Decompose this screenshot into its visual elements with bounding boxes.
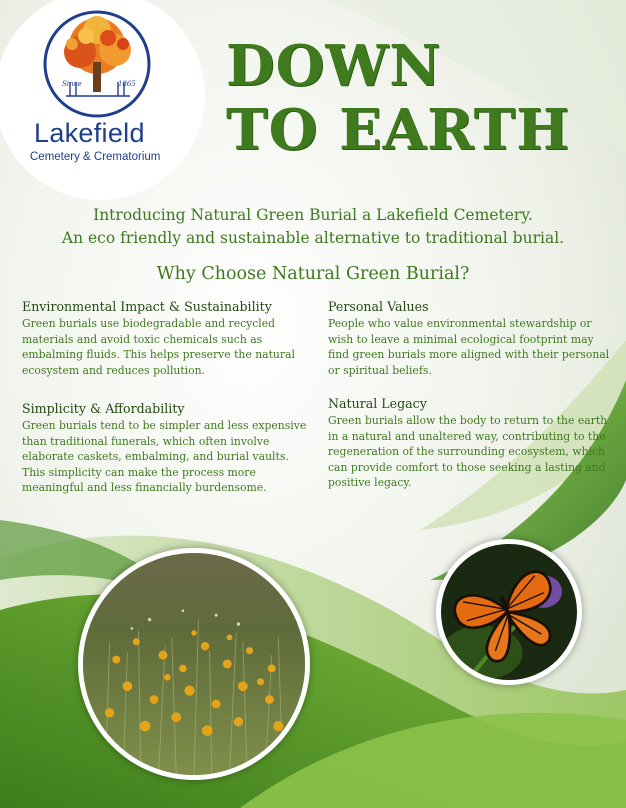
block-title: Natural Legacy <box>328 396 427 411</box>
logo-since-text: Since <box>62 80 82 88</box>
block-environmental-impact <box>22 298 312 378</box>
block-title: Personal Values <box>328 299 429 314</box>
logo-name: Lakefield <box>34 118 145 148</box>
intro-text <box>20 204 606 250</box>
block-simplicity-affordability <box>22 400 312 496</box>
headline-line-2: TO EARTH <box>226 97 571 163</box>
block-natural-legacy <box>328 395 618 491</box>
block-body: People who value environmental stewardship or wish to leave a minimal ecological footprint may find green burials more aligned with their personal or spiritual beliefs. <box>328 317 610 377</box>
tree-emblem-icon <box>0 0 200 120</box>
wildflower-meadow-photo <box>78 548 310 780</box>
intro-line-1: Introducing Natural Green Burial a Lakefield Cemetery. <box>93 206 533 224</box>
block-body: Green burials use biodegradable and recycled materials and avoid toxic chemicals such as embalming fluids. This helps preserve the natural ecosystem and reduces pollution. <box>22 317 295 377</box>
section-title: Why Choose Natural Green Burial? <box>156 264 470 284</box>
block-personal-values <box>328 298 618 378</box>
block-title: Environmental Impact & Sustainability <box>22 299 272 314</box>
monarch-butterfly-photo <box>436 539 582 685</box>
block-body: Green burials allow the body to return to the earth in a natural and unaltered way, contributing to the regeneration of the surrounding ecosystem, which can provide comfort to those seeking a lasting and positive legacy. <box>328 414 608 490</box>
block-title: Simplicity & Affordability <box>22 401 185 416</box>
logo-year-text: 1865 <box>118 80 136 88</box>
page-headline <box>226 34 570 162</box>
headline-line-1: DOWN <box>226 33 442 99</box>
intro-line-2: An eco friendly and sustainable alternative to traditional burial. <box>61 229 565 247</box>
logo-subtitle: Cemetery & Crematorium <box>30 151 161 163</box>
block-body: Green burials tend to be simpler and less expensive than traditional funerals, which often involve elaborate caskets, embalming, and burial vaults. This simplicity can make the process more meaningful and less financially burdensome. <box>22 419 307 495</box>
logo <box>0 0 200 200</box>
